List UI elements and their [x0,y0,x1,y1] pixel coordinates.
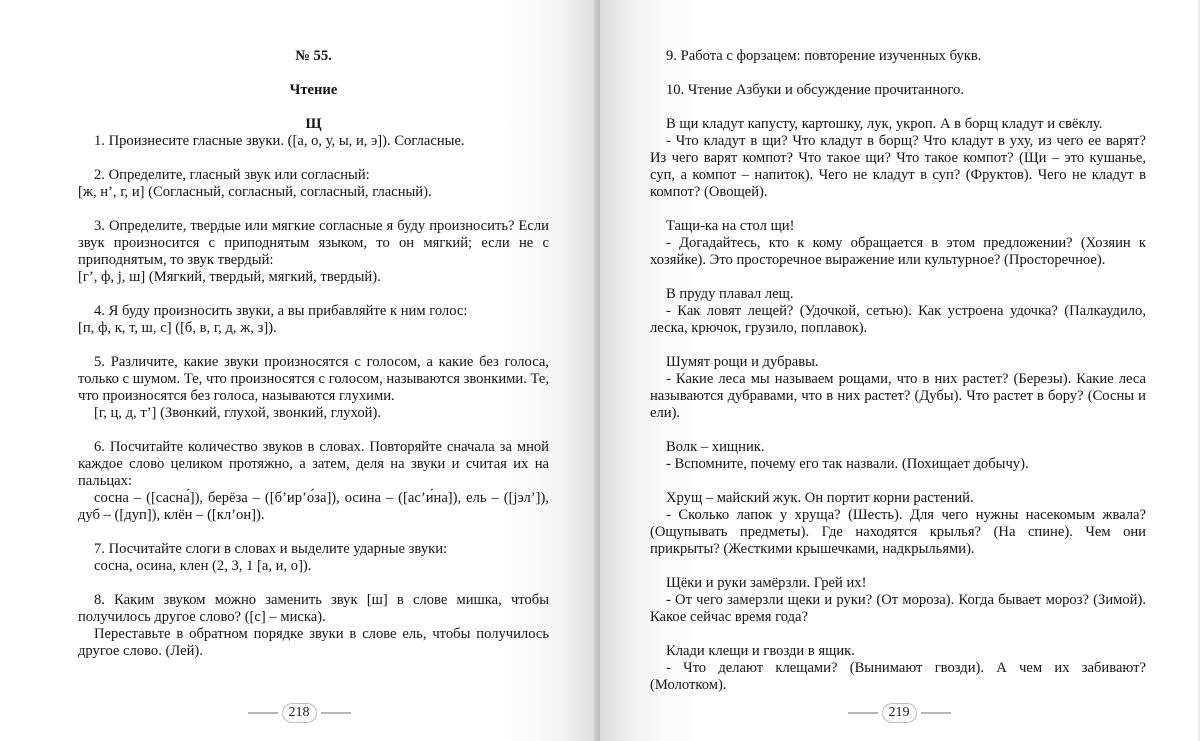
task-6 [78,439,549,524]
questions: - Догадайтесь, кто к кому обращается в этом предложении? (Хозяин к хозяйке). Это просторечное выражение или культурное? (Просторечное). [650,235,1146,268]
task-4 [78,303,549,337]
ornament-line [248,712,278,714]
block-text: 10. Чтение Азбуки и обсуждение прочитанного. [666,82,964,98]
questions: - Как ловят лещей? (Удочкой, сетью). Как устроена удочка? (Палкаудило, леска, крючок, грузило, поплавок). [650,303,1146,336]
task-1 [78,133,549,150]
task-7 [78,541,549,575]
task-text: 4. Я буду произносить звуки, а вы прибавляйте к ним голос: [94,303,468,319]
block-tashchi [650,218,1146,269]
block-volk [650,439,1146,473]
page-number-ornament [248,703,351,723]
left-page-footer [0,703,598,723]
task-5 [78,354,549,422]
lesson-number: № 55. [295,48,332,64]
block-9 [650,48,1146,65]
questions: - Вспомните, почему его так назвали. (Похищает добычу). [666,456,1029,472]
sentence: Щёки и руки замёрзли. Грей их! [666,575,867,591]
block-leshch [650,286,1146,337]
sentence: Тащи-ка на стол щи! [666,218,795,234]
block-shchi [650,116,1146,201]
block-kleshchi [650,643,1146,694]
task-2 [78,167,549,201]
questions: - Сколько лапок у хруща? (Шесть). Для чего нужны насекомым жвала? (Ощупывать предметы). Где находятся крылья? (На спине). Чем они прикрыты? (Жесткими крышечками, надкрыльями). [650,507,1146,557]
sentence: Волк – хищник. [666,439,765,455]
task-answer: [г’, ф, j, ш] (Мягкий, твердый, мягкий, твердый). [78,269,381,285]
task-answer: сосна, осина, клен (2, 3, 1 [а, и, о]). [94,558,312,574]
right-page-footer [600,703,1198,723]
block-khrushch [650,490,1146,558]
right-page-content [650,48,1146,711]
block-10 [650,82,1146,99]
sentence: В пруду плавал лещ. [666,286,794,302]
task-text: 6. Посчитайте количество звуков в словах. Повторяйте сначала за мной каждое слово целиком протяжно, а затем, деля на звуки и считая их на пальцах: [78,439,549,489]
left-page [0,0,598,741]
task-3 [78,218,549,286]
left-page-content [78,48,549,677]
ornament-line [921,712,951,714]
task-answer: [г, ц, д, т’] (Звонкий, глухой, звонкий, глухой). [94,405,381,421]
task-answer: [ж, н’, г, и] (Согласный, согласный, согласный, гласный). [78,184,432,200]
questions: - Что делают клещами? (Вынимают гвозди). А чем их забивают? (Молотком). [650,660,1146,693]
sentence: Хрущ – майский жук. Он портит корни растений. [666,490,974,506]
sentence: Клади клещи и гвозди в ящик. [666,643,855,659]
lesson-letter: Щ [305,116,322,132]
questions: - От чего замерзли щеки и руки? (От мороза). Когда бывает мороз? (Зимой). Какое сейчас время года? [650,592,1146,625]
page-number-ornament [848,703,951,723]
task-answer: Переставьте в обратном порядке звуки в слове ель, чтобы получилось другое слово. (Лей). [78,626,549,659]
task-text: 2. Определите, гласный звук или согласный: [94,167,370,183]
questions: - Что кладут в щи? Что кладут в борщ? Что кладут в уху, из чего ее варят? Из чего варят компот? Что такое щи? Что такое компот? (Щи – это кушанье, суп, а компот – напиток). Чего не кладут в суп? (Фруктов). Чего не кладут в компот? (Овощей). [650,133,1146,200]
right-page [600,0,1198,741]
task-answer: [п, ф, к, т, ш, с] ([б, в, г, д, ж, з]). [78,320,277,336]
task-text: 5. Различите, какие звуки произносятся с голосом, а какие без голоса, только с шумом. Те, что произносятся с голосом, называются звонкими. Те, что произносятся без голоса, называются глухими. [78,354,549,404]
sentence: В щи кладут капусту, картошку, лук, укроп. А в борщ кладут и свёклу. [666,116,1103,132]
block-text: 9. Работа с форзацем: повторение изученных букв. [666,48,982,64]
task-8 [78,592,549,660]
task-answer: сосна – ([сасна́]), берёза – ([б’ир’о́за]), осина – ([ас’и́на]), ель – ([jэл’]), дуб – ([дуп]), клён – ([кл’он]). [78,490,549,523]
task-text: 3. Определите, твердые или мягкие согласные я буду произносить? Если звук произносится с приподнятым языком, то он мягкий; если не с приподнятым, то звук твердый: [78,218,549,268]
sentence: Шумят рощи и дубравы. [666,354,819,370]
ornament-line [848,712,878,714]
page-number: 218 [282,703,317,723]
block-roshchi [650,354,1146,422]
questions: - Какие леса мы называем рощами, что в них растет? (Березы). Какие леса называются дубравами, что в них растет? (Дубы). Что растет в бору? (Сосны и ели). [650,371,1146,421]
lesson-title: Чтение [289,82,338,98]
task-text: 7. Посчитайте слоги в словах и выделите ударные звуки: [94,541,448,557]
task-text: 8. Каким звуком можно заменить звук [ш] в слове мишка, чтобы получилось другое слово? ([с] – миска). [78,592,549,625]
block-shcheki [650,575,1146,626]
page-number: 219 [882,703,917,723]
ornament-line [321,712,351,714]
task-text: 1. Произнесите гласные звуки. ([а, о, у, ы, и, э]). Согласные. [94,133,465,149]
